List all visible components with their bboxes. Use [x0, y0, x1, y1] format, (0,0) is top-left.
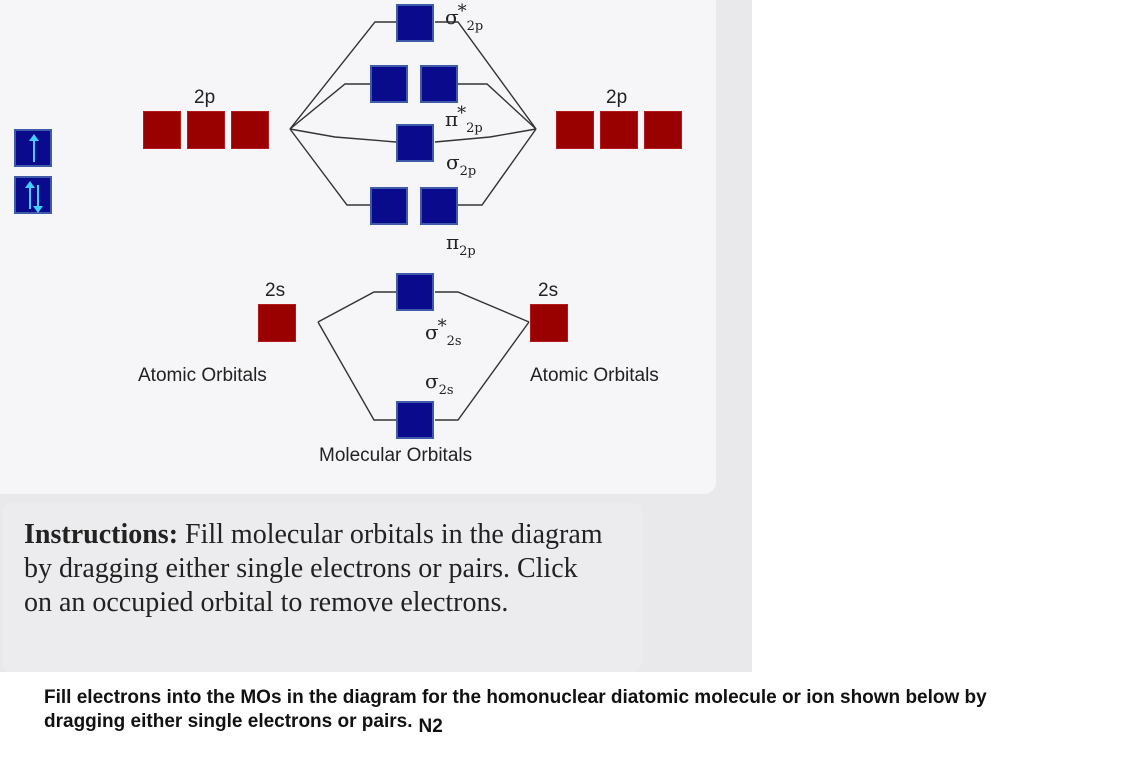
molecular-orbitals-label: Molecular Orbitals	[319, 445, 473, 466]
question-text: Fill electrons into the MOs in the diagram for the homonuclear diatomic molecule or ion shown below by dragging either single electrons or pairs.	[44, 687, 987, 732]
pi-star-2p-label: $\pi*_{2p}$	[445, 103, 483, 136]
right-atomic-orbitals-label: Atomic Orbitals	[530, 365, 659, 386]
left-2p-label: 2p	[194, 87, 216, 108]
line-l2p-sigma-2p	[290, 129, 396, 142]
left-2p-orbital-2[interactable]	[187, 111, 225, 149]
left-atomic-orbitals-label: Atomic Orbitals	[138, 365, 267, 386]
spin-up-arrow-icon	[33, 140, 35, 162]
pi-2p-orbital-1[interactable]	[370, 187, 408, 225]
sigma-2s-label: $\sigma_{2s}$	[425, 369, 454, 398]
pi-2p-label: $\pi_{2p}$	[446, 230, 476, 259]
electron-pair-source[interactable]	[14, 176, 52, 214]
single-electron-source[interactable]	[14, 129, 52, 167]
line-l2p-pi-2p	[290, 129, 370, 205]
left-2p-orbital-1[interactable]	[143, 111, 181, 149]
pi-star-2p-orbital-2[interactable]	[420, 65, 458, 103]
sigma-2s-orbital[interactable]	[396, 401, 434, 439]
spin-up-arrow-icon	[29, 187, 31, 209]
right-2p-orbital-2[interactable]	[600, 111, 638, 149]
sigma-star-2s-label: $\sigma*_{2s}$	[425, 316, 462, 349]
right-2p-label: 2p	[606, 87, 628, 108]
sigma-star-2p-label: $\sigma*_{2p}$	[445, 1, 484, 34]
instructions-body: Fill molecular orbitals in the diagram by dragging either single electrons or pairs. Click on an occupied orbital to remove electrons.	[24, 519, 603, 618]
molecule-formula: N2	[418, 716, 443, 737]
question-prompt	[44, 686, 1044, 737]
instructions-text	[24, 518, 604, 620]
spin-down-arrow-icon	[37, 185, 39, 207]
pi-star-2p-orbital-1[interactable]	[370, 65, 408, 103]
right-2s-orbital[interactable]	[530, 304, 568, 342]
right-2s-label: 2s	[538, 280, 559, 301]
instructions-heading: Instructions:	[24, 519, 179, 550]
right-2p-orbital-1[interactable]	[556, 111, 594, 149]
line-l2s-sigma-star-2s	[318, 292, 396, 322]
left-2p-orbital-3[interactable]	[231, 111, 269, 149]
left-2s-label: 2s	[265, 280, 286, 301]
sigma-2p-orbital[interactable]	[396, 124, 434, 162]
left-2s-orbital[interactable]	[258, 304, 296, 342]
connector-lines	[0, 0, 716, 494]
pi-2p-orbital-2[interactable]	[420, 187, 458, 225]
sigma-2p-label: $\sigma_{2p}$	[446, 150, 477, 179]
line-l2p-pi-star-2p	[290, 84, 370, 129]
right-2p-orbital-3[interactable]	[644, 111, 682, 149]
sigma-star-2p-orbital[interactable]	[396, 4, 434, 42]
line-l2s-sigma-2s	[318, 322, 396, 420]
sigma-star-2s-orbital[interactable]	[396, 273, 434, 311]
